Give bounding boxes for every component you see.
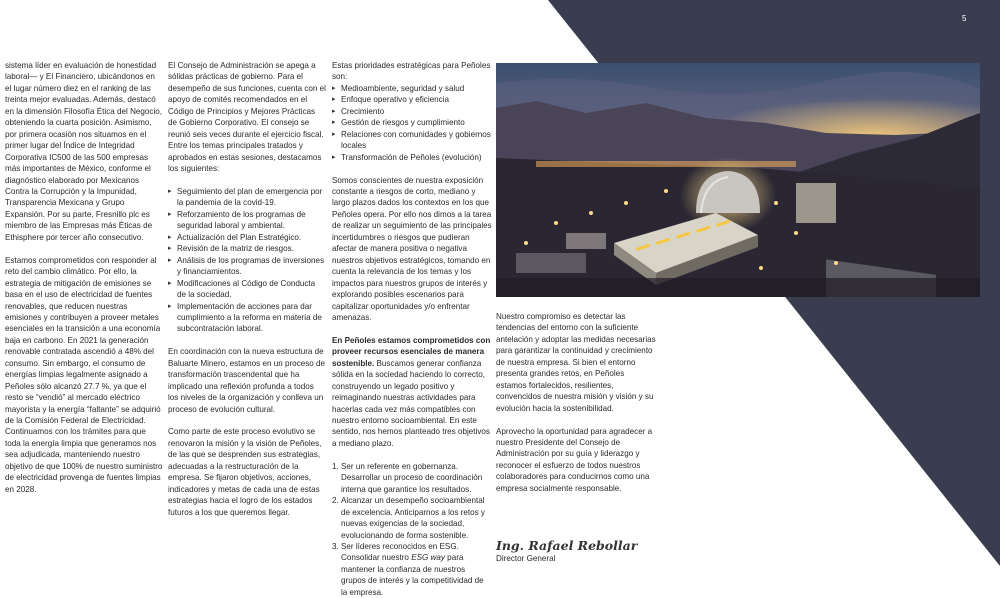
paragraph: Estamos comprometidos con responder al reto del cambio climático. Por ello, la estrategia de mitigación de emisiones se basa en el uso de electricidad de fuentes renovables, que reducen nuestras emisiones y contribuyen a proveer metales esenciales en la transición a una economía baja en carbono. En 2021 la generación renovable contratada ascendió a 48% del consumo. Sin embargo, el consumo de energías limpias legalmente asignado a Peñoles sólo alcanzó 27.7 %, ya que el resto se “vendió” al mercado eléctrico mayorista y la energía “faltante” se adquirió de la Comisión Federal de Electricidad. Continuamos con los trámites para que toda la energía limpia que generamos nos sea adjudicada, manteniendo nuestro objetivo de que 100% de nuestro suministro de electricidad provenga de fuentes limpias en 2028. [5, 255, 163, 494]
list-item: ▸ Enfoque operativo y eficiencia [332, 94, 492, 105]
objectives-list [332, 461, 492, 598]
list-item: ▸ Actualización del Plan Estratégico. [168, 232, 326, 243]
priorities-intro: Estas prioridades estratégicas para Peñoles son: [332, 61, 491, 82]
list-item: 2. Alcanzar un desempeño socioambiental de excelencia. Anticiparnos a los retos y nuevas exigencias de la sociedad, evolucionando de forma sostenible. [332, 496, 485, 540]
list-item: ▸ Seguimiento del plan de emergencia por la pandemia de la covid-19. [168, 186, 326, 209]
text-column-1 [5, 60, 163, 507]
paragraph: En coordinación con la nueva estructura de Baluarte Minero, estamos en un proceso de transformación trascendental que ha implicado una reflexión profunda a todos los niveles de la organización y conlleva un proceso de evolución cultural. [168, 347, 326, 414]
list-item: ▸ Implementación de acciones para dar cumplimiento a la reforma en materia de subcontratación laboral. [168, 301, 326, 335]
text-column-4 [496, 311, 656, 506]
paragraph: En Peñoles estamos comprometidos con proveer recursos esenciales de manera sostenible. Buscamos generar confianza sólida en la sociedad haciendo lo correcto, construyendo un legado positivo y reimaginando nuestras actividades para hacerlas cada vez más compatibles con nuestro entorno socioambiental. En este sentido, nos hemos planteado tres objetivos a mediano plazo. [332, 335, 491, 448]
signature-name: Ing. Rafael Rebollar [496, 538, 638, 553]
list-item: ▸ Análisis de los programas de inversiones y financiamientos. [168, 255, 326, 278]
list-item: ▸ Reforzamiento de los programas de seguridad laboral y ambiental. [168, 209, 326, 232]
paragraph: Como parte de este proceso evolutivo se renovaron la misión y la visión de Peñoles, de las que se desprenden sus estrategias, adecuadas a la restructuración de la empresa. Se fijaron objetivos, acciones, indicadores y metas de cada una de estas estrategias hacia el logro de los estados futuros a los que queremos llegar. [168, 427, 322, 517]
list-item: 3. Ser líderes reconocidos en ESG. Consolidar nuestro ESG way para mantener la confianza de nuestros grupos de interés y la competitividad de la empresa. [332, 541, 484, 597]
text-column-3 [332, 60, 492, 598]
mine-plant-photo [496, 63, 980, 297]
list-item: ▸ Revisión de la matriz de riesgos. [168, 243, 326, 254]
list-item: 1. Ser un referente en gobernanza. Desarrollar un proceso de coordinación interna que garantice los resultados. [332, 461, 483, 494]
paragraph: Somos conscientes de nuestra exposición constante a riesgos de corto, mediano y largo plazos dados los contextos en los que Peñoles opera. Por ello nos dimos a la tarea de realizar un seguimiento de las principales incertidumbres o riesgos que pudieran afectar de manera positiva o negativa nuestros objetivos estratégicos, tomando en cuenta la relevancia de los temas y los impactos para nuestros grupos de interés y explorando posibles escenarios para capitalizar oportunidades y/o enfrentar amenazas. [332, 175, 492, 322]
paragraph: El Consejo de Administración se apega a sólidas prácticas de gobierno. Para el desempeño de sus funciones, cuenta con el apoyo de comités recomendados en el Código de Principios y Mejores Prácticas de Gobierno Corporativo. El consejo se reunió seis veces durante el ejercicio fiscal. Entre los temas principales tratados y aprobados en estas sesiones, destacamos los siguientes: [168, 61, 326, 174]
list-item: ▸ Gestión de riesgos y cumplimiento [332, 117, 492, 128]
list-item: ▸ Modificaciones al Código de Conducta de la sociedad. [168, 278, 326, 301]
page-number: 5 [962, 14, 967, 23]
list-item: ▸ Medioambiente, seguridad y salud [332, 83, 492, 94]
paragraph: Aprovecho la oportunidad para agradecer a nuestro Presidente del Consejo de Administración por su guía y liderazgo y reconocer el esfuerzo de todos nuestros colaboradores para conducirnos como una empresa socialmente responsable. [496, 426, 653, 493]
governance-topics-list [168, 186, 326, 335]
text-column-2 [168, 60, 326, 530]
paragraph: sistema líder en evaluación de honestidad laboral— y El Financiero, ubicándonos en el lugar número diez en el ranking de las treinta mejor evaluadas. Además, destacó en la dimensión Filosofía Ética del Negocio, obteniendo la cuarta posición. Asimismo, por primera ocasión nos situamos en el primer lugar del Índice de Integridad Corporativa IC500 de las 500 empresas más importantes de México, conforme el diagnóstico elaborado por Mexicanos Contra la Corrupción y la Impunidad, Transparencia Mexicana y Grupo Expansión. Por su parte, Fresnillo plc es miembro de las Empresas más Éticas de Ethisphere por tercer año consecutivo. [5, 61, 163, 242]
bold-lead: En Peñoles estamos comprometidos con proveer recursos esenciales de manera sostenible. [332, 335, 491, 368]
strategic-priorities-list [332, 83, 492, 163]
paragraph: Nuestro compromiso es detectar las tendencias del entorno con la suficiente antelación y adoptar las medidas necesarias para garantizar la continuidad y crecimiento de nuestra empresa. Si bien el entorno presenta grandes retos, en Peñoles estamos fortalecidos, resilientes, convencidos de nuestra misión y visión y su evolución hacia la sostenibilidad. [496, 312, 656, 413]
list-item: ▸ Crecimiento [332, 106, 492, 117]
signature-title: Director General [496, 554, 556, 563]
list-item: ▸ Relaciones con comunidades y gobiernos locales [332, 129, 492, 152]
list-item: ▸ Transformación de Peñoles (evolución) [332, 152, 492, 163]
